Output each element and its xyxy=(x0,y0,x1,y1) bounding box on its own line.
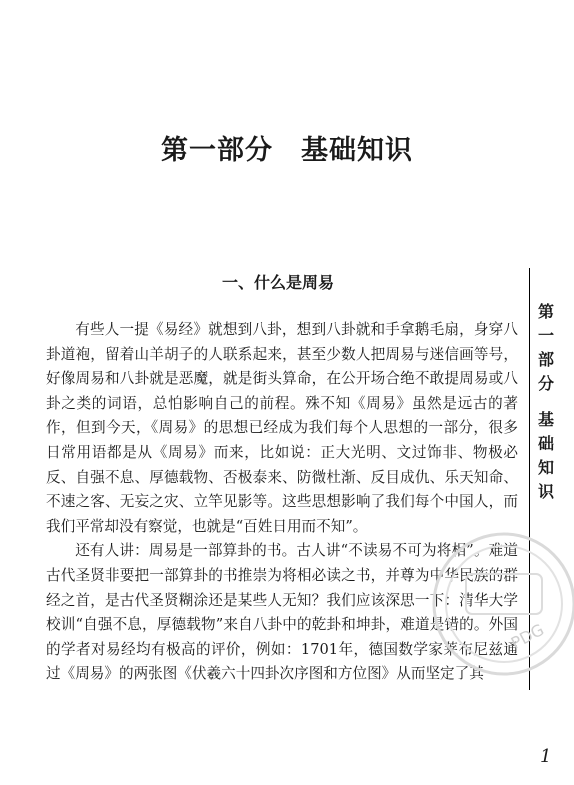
side-tab-char: 第 xyxy=(537,302,554,321)
watermark-text: PDG xyxy=(507,619,548,653)
side-tab-label xyxy=(534,300,558,504)
side-tab-char: 识 xyxy=(537,482,554,501)
side-tab-divider xyxy=(529,268,530,690)
side-tab-char: 础 xyxy=(537,434,554,453)
side-tab-gap xyxy=(534,396,558,408)
side-tab-char: 分 xyxy=(537,374,554,393)
side-tab-char: 知 xyxy=(537,458,554,477)
paragraph: 还有人讲：周易是一部算卦的书。古人讲“不读易不可为将相”。难道古代圣贤非要把一部算卦的书推崇为将相必读之书，并尊为中华民族的群经之首，是古代圣贤糊涂还是某些人无知？我们应该深思一下：清华大学校训“自强不息，厚德载物”来自八卦中的乾卦和坤卦，难道是错的。外国的学者对易经均有极高的评价，例如：1701年，德国数学家莱布尼兹通过《周易》的两张图《伏羲六十四卦次序图和方位图》从而坚定了其 xyxy=(46,542,518,683)
paragraph: 有些人一提《易经》就想到八卦，想到八卦就和手拿鹅毛扇，身穿八卦道袍，留着山羊胡子的人联系起来，甚至少数人把周易与迷信画等号，好像周易和八卦就是恶魔，就是街头算命，在公开场合绝不敢提周易或八卦之类的词语，总怕影响自己的前程。殊不知《周易》虽然是远古的著作，但到今天，《周易》的思想已经成为我们每个人思想的一部分，很多日常用语都是从《周易》而来，比如说：正大光明、文过饰非、物极必反、自强不息、厚德载物、否极泰来、防微杜渐、反目成仇、乐天知命、不速之客、无妄之灾、立竿见影等。这些思想影响了我们每个中国人，而我们平常却没有察觉，也就是“百姓日用而不知”。 xyxy=(46,321,518,535)
page-number: 1 xyxy=(540,746,552,767)
section-title: 一、什么是周易 xyxy=(221,273,334,292)
body-text xyxy=(46,318,518,687)
side-tab-char: 部 xyxy=(537,350,554,369)
part-title: 第一部分 基础知识 xyxy=(161,135,413,166)
side-tab-char: 基 xyxy=(537,410,554,429)
side-tab-char: 一 xyxy=(537,326,554,345)
